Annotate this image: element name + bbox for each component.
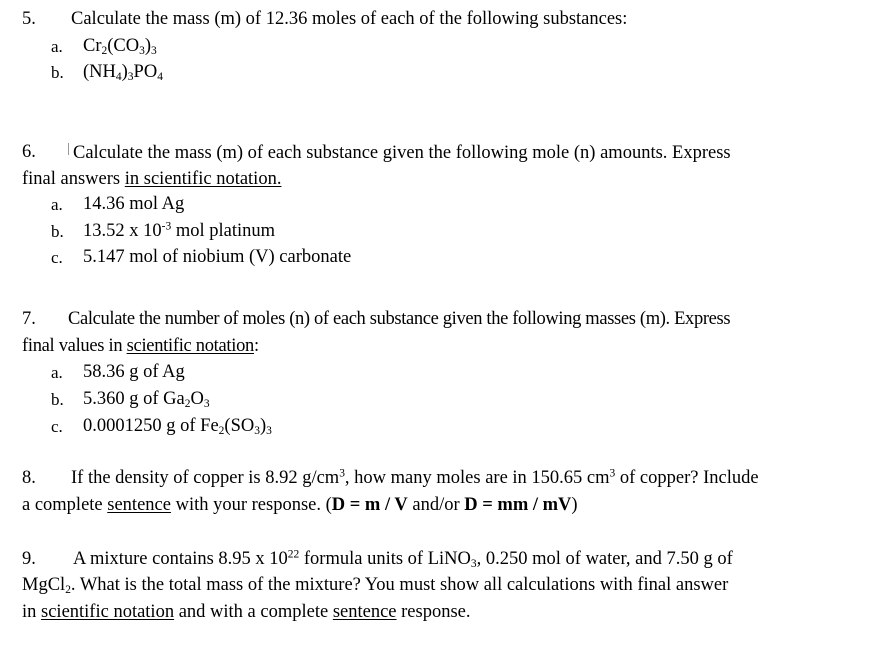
- q6-line2: final answers in scientific notation.: [22, 169, 282, 189]
- q8-number: 8.: [22, 468, 36, 488]
- q5-text: Calculate the mass (m) of 12.36 moles of each of the following substances:: [71, 9, 628, 29]
- q7-b-text: 5.360 g of $Ga_2O_3$: [83, 389, 210, 411]
- q8-text: If the density of copper is 8.92 $g/cm^3$, how many moles are in 150.65 $cm^3$ of copper? Include: [71, 467, 759, 488]
- q6-text: Calculate the mass (m) of each substance given the following mole (n) amounts. Express: [64, 143, 731, 163]
- q9-line3: in scientific notation and with a complete sentence response.: [22, 602, 471, 622]
- q7-c-label: c.: [51, 417, 63, 436]
- q9-text: A mixture contains 8.95 x $10^{22}$ formula units of LiNO$_3$, 0.250 mol of water, and 7.50 g of: [73, 548, 733, 571]
- q6-c-text: 5.147 mol of niobium (V) carbonate: [83, 247, 352, 267]
- q8-line2: a complete sentence with your response. (D = m / V and/or D = mm / mV): [22, 495, 578, 515]
- q7-a-text: 58.36 g of Ag: [83, 362, 185, 382]
- q6-b-label: b.: [51, 222, 64, 241]
- q5-number: 5.: [22, 9, 36, 29]
- q5-b-label: b.: [51, 63, 64, 82]
- q7-line2: final values in scientific notation:: [22, 336, 259, 356]
- q5-b-formula: $(NH_4)_3PO_4$: [83, 62, 163, 84]
- q9-line2: MgCl$_2$. What is the total mass of the mixture? You must show all calculations with final answer: [22, 575, 729, 597]
- q7-a-label: a.: [51, 363, 63, 382]
- q6-b-text: 13.52 x $10^{-3}$ mol platinum: [83, 220, 275, 241]
- q9-number: 9.: [22, 549, 36, 569]
- q7-b-label: b.: [51, 390, 64, 409]
- q7-text: Calculate the number of moles (n) of each substance given the following masses (m). Express: [68, 309, 731, 329]
- q7-number: 7.: [22, 309, 36, 329]
- q6-a-text: 14.36 mol Ag: [83, 194, 185, 214]
- q5-a-formula: $Cr_2(CO_3)_3$: [83, 36, 157, 58]
- q6-a-label: a.: [51, 195, 63, 214]
- cursor-mark: [68, 143, 69, 155]
- q5-a-label: a.: [51, 37, 63, 56]
- q6-number: 6.: [22, 142, 36, 162]
- q6-c-label: c.: [51, 248, 63, 267]
- q7-c-text: 0.0001250 g of $Fe_2(SO_3)_3$: [83, 416, 272, 438]
